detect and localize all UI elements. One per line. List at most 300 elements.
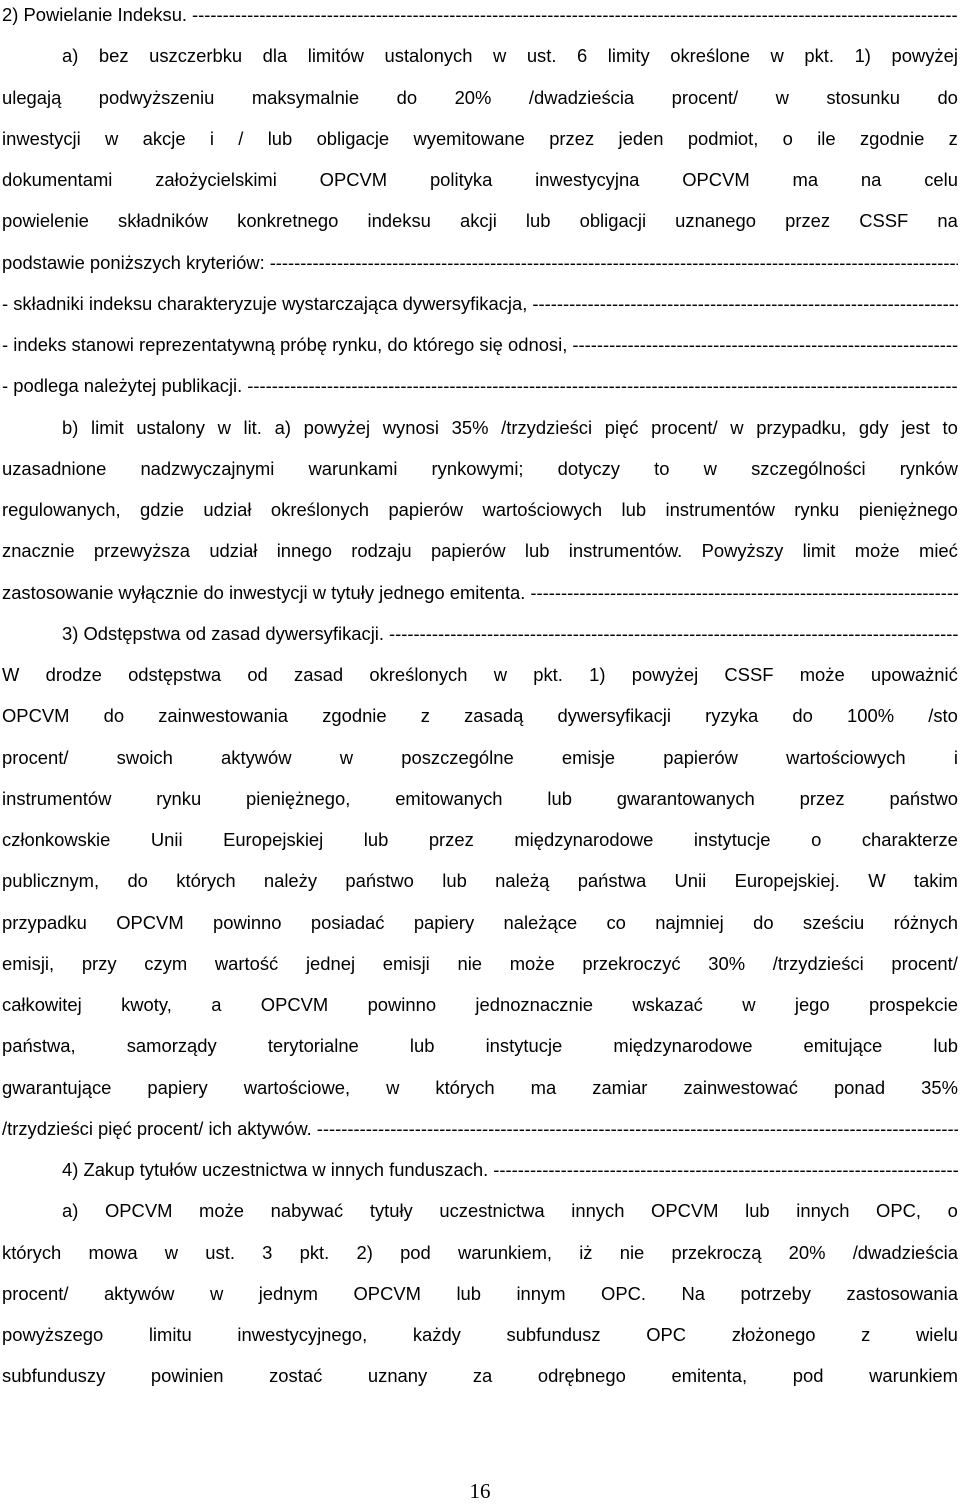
word: lub — [745, 1200, 770, 1222]
word: najmniej — [655, 911, 724, 933]
word: w — [770, 45, 784, 67]
word: odstępstwa — [128, 664, 222, 685]
word: czym — [144, 952, 188, 974]
word: o — [782, 127, 793, 149]
word: wielu — [916, 1324, 958, 1345]
word: znacznie — [2, 540, 75, 562]
word: zasadą — [464, 705, 524, 727]
text-line — [2, 1238, 958, 1268]
word: powinien — [150, 1365, 224, 1387]
line-text: 3) Odstępstwa od zasad dywersyfikacji. — [62, 622, 384, 644]
text-line — [2, 289, 958, 319]
word: 3 — [262, 1241, 273, 1263]
word: procent/ — [891, 952, 958, 974]
word: może — [854, 540, 900, 562]
word: przekroczyć — [582, 952, 681, 974]
word: instytucje — [693, 829, 771, 850]
word: aktywów — [221, 746, 292, 768]
dash-leader — [389, 619, 958, 649]
word: podmiot, — [687, 127, 759, 149]
word: zgodnie — [322, 705, 387, 727]
word: swoich — [116, 746, 173, 768]
word: procent/ — [2, 746, 69, 768]
text-line — [2, 0, 958, 30]
word: OPCVM — [682, 169, 750, 190]
word: ile — [817, 127, 836, 149]
word: gdy — [858, 416, 889, 438]
word: lub — [267, 127, 293, 149]
word: subfunduszy — [2, 1365, 106, 1387]
word: na — [860, 169, 882, 190]
word: określonych — [369, 664, 468, 685]
word: posiadać — [310, 911, 385, 933]
word: W — [2, 664, 20, 685]
word: inwestycji — [2, 127, 81, 149]
word: do — [753, 911, 774, 933]
word: lit. — [243, 416, 262, 438]
word: w — [730, 416, 744, 438]
word: emitowanych — [395, 787, 503, 809]
word: powinno — [213, 911, 282, 933]
word: może — [799, 664, 845, 685]
word: powielenie — [2, 210, 89, 232]
word: OPC — [646, 1324, 687, 1345]
word: ulegają — [2, 86, 62, 108]
word: w — [775, 86, 789, 108]
word: procent/ — [671, 86, 739, 108]
word: zostać — [269, 1365, 323, 1387]
word: OPC, — [876, 1200, 922, 1222]
word: państwo — [345, 870, 414, 892]
word: wartościowe, — [243, 1076, 351, 1098]
word: iż — [579, 1241, 593, 1263]
word: akcje — [142, 127, 186, 149]
word: papiery — [413, 911, 475, 933]
text-line — [2, 1361, 958, 1391]
word: zasad — [294, 664, 344, 685]
word: a) — [62, 1200, 79, 1222]
page-number: 16 — [469, 1479, 491, 1503]
line-text: 4) Zakup tytułów uczestnictwa w innych funduszach. — [62, 1159, 489, 1180]
word: obligacji — [579, 210, 647, 232]
word: CSSF — [724, 664, 774, 685]
word: bez — [98, 45, 129, 67]
word: nadzwyczajnymi — [140, 457, 275, 479]
word: należą — [495, 870, 550, 892]
word: ust. — [205, 1241, 235, 1263]
word: indeksu — [367, 210, 431, 232]
word: przez — [549, 127, 595, 149]
word: takim — [913, 870, 958, 892]
word: Europejskiej — [223, 829, 324, 850]
word: 1) — [589, 664, 606, 685]
word: aktywów — [103, 1282, 175, 1304]
word: rynku — [794, 499, 840, 520]
word: ma — [792, 169, 819, 190]
text-line — [62, 1196, 958, 1226]
word: powyższego — [2, 1324, 104, 1345]
text-line — [2, 949, 958, 979]
word: OPCVM — [260, 994, 329, 1015]
word: należące — [503, 911, 578, 933]
word: pkt. — [804, 45, 835, 67]
word: papierów — [388, 499, 464, 520]
word: 2) — [356, 1241, 373, 1263]
word: za — [472, 1365, 493, 1387]
word: gwarantujące — [2, 1076, 112, 1098]
word: z — [948, 127, 958, 149]
word: nie — [619, 1241, 645, 1263]
line-text: 2) Powielanie Indeksu. — [2, 4, 188, 25]
text-line — [62, 413, 958, 443]
text-line — [2, 660, 958, 690]
word: w — [217, 416, 231, 438]
word: inwestycyjnego, — [237, 1324, 368, 1345]
dash-leader — [572, 330, 958, 360]
line-text: /trzydzieści pięć procent/ ich aktywów. — [2, 1117, 312, 1139]
line-text: - składniki indeksu charakteryzuje wystarczająca dywersyfikacja, — [2, 292, 528, 314]
word: prospekcie — [868, 994, 958, 1015]
word: ustalonych — [384, 45, 473, 67]
word: jego — [794, 994, 830, 1015]
text-line — [2, 1073, 958, 1103]
dash-leader — [247, 371, 958, 401]
word: udział — [203, 499, 252, 520]
line-text: - podlega należytej publikacji. — [2, 375, 243, 397]
text-line — [2, 248, 958, 278]
word: 30% — [708, 952, 746, 974]
word: których — [176, 870, 236, 892]
word: drodze — [45, 664, 102, 685]
word: 100% — [847, 705, 895, 727]
word: jest — [901, 416, 930, 438]
word: różnych — [893, 911, 958, 933]
word: OPCVM — [104, 1200, 173, 1222]
word: gwarantowanych — [616, 787, 755, 809]
word: instrumentów — [2, 787, 112, 809]
word: przez — [428, 829, 474, 850]
word: maksymalnie — [251, 86, 360, 108]
word: składników — [118, 210, 208, 232]
word: z — [861, 1324, 871, 1345]
word: przekroczą — [671, 1241, 762, 1263]
word: warunkami — [308, 457, 398, 479]
word: w — [742, 994, 756, 1015]
word: w — [209, 1282, 224, 1304]
word: 35% — [921, 1076, 958, 1098]
word: instrumentów. — [568, 540, 683, 562]
text-line — [2, 701, 958, 731]
text-line — [2, 536, 958, 566]
word: założycielskimi — [155, 169, 277, 190]
text-line — [2, 206, 958, 236]
word: wskazać — [632, 994, 703, 1015]
text-line — [2, 165, 958, 195]
word: uczestnictwa — [439, 1200, 545, 1222]
word: limit — [91, 416, 124, 438]
word: o — [947, 1200, 958, 1222]
word: procent/ — [651, 416, 718, 438]
word: rynków — [899, 457, 958, 479]
text-line — [62, 1155, 958, 1185]
word: uznany — [367, 1365, 428, 1387]
word: do — [937, 86, 958, 108]
word: Na — [681, 1282, 705, 1304]
word: limitów — [307, 45, 364, 67]
dash-leader — [317, 1114, 958, 1144]
word: pkt. — [533, 664, 563, 685]
word: wartościowych — [482, 499, 603, 520]
word: lub — [442, 870, 467, 892]
dash-leader — [270, 248, 958, 278]
word: ryzyka — [705, 705, 759, 727]
word: /trzydzieści — [772, 952, 864, 974]
word: i — [209, 127, 214, 149]
word: instrumentów — [665, 499, 775, 520]
word: co — [606, 911, 626, 933]
word: uznanego — [675, 210, 756, 232]
word: lub — [525, 210, 551, 232]
word: polityka — [429, 169, 493, 190]
word: podwyższeniu — [98, 86, 215, 108]
word: emitujące — [803, 1035, 883, 1057]
text-line — [2, 990, 958, 1020]
text-line — [2, 578, 958, 608]
word: /sto — [928, 705, 958, 727]
word: pkt. — [299, 1241, 330, 1263]
word: papiery — [147, 1076, 208, 1098]
word: to — [942, 416, 958, 438]
word: warunkiem — [869, 1365, 958, 1387]
word: pięć — [604, 416, 639, 438]
word: lub — [363, 829, 389, 850]
word: i — [953, 746, 958, 768]
word: lub — [456, 1282, 481, 1304]
word: w — [105, 127, 119, 149]
word: nabywać — [270, 1200, 344, 1222]
word: 35% — [451, 416, 489, 438]
text-line — [2, 1114, 958, 1144]
word: upoważnić — [870, 664, 958, 685]
word: ponad — [833, 1076, 886, 1098]
word: wyemitowane — [413, 127, 525, 149]
dash-leader — [530, 578, 958, 608]
word: procent/ — [2, 1282, 69, 1304]
word: każdy — [412, 1324, 461, 1345]
word: emisji, — [2, 952, 55, 974]
word: powyżej — [303, 416, 371, 438]
word: rodzaju — [351, 540, 412, 562]
word: ust. — [526, 45, 557, 67]
word: międzynarodowe — [613, 1035, 753, 1057]
word: rynku — [156, 787, 202, 809]
word: akcji — [460, 210, 497, 232]
word: do — [792, 705, 813, 727]
word: papierów — [663, 746, 738, 768]
word: dywersyfikacji — [557, 705, 671, 727]
word: wartościowych — [786, 746, 906, 768]
word: 20% — [454, 86, 492, 108]
word: na — [937, 210, 958, 232]
word: lub — [547, 787, 572, 809]
word: /dwadzieścia — [528, 86, 635, 108]
word: publicznym, — [2, 870, 100, 892]
word: / — [238, 127, 244, 149]
word: uzasadnione — [2, 457, 107, 479]
text-line — [2, 330, 958, 360]
word: w — [493, 664, 507, 685]
word: przy — [81, 952, 117, 974]
word: subfundusz — [506, 1324, 601, 1345]
word: innych — [796, 1200, 850, 1222]
text-line — [2, 908, 958, 938]
word: zgodnie — [859, 127, 925, 149]
word: przypadku, — [756, 416, 847, 438]
word: zastosowania — [846, 1282, 958, 1304]
word: 20% — [788, 1241, 826, 1263]
word: obligacje — [316, 127, 390, 149]
word: dokumentami — [2, 169, 113, 190]
word: Europejskiej. — [734, 870, 840, 892]
word: dla — [262, 45, 288, 67]
word: OPCVM — [353, 1282, 421, 1304]
word: powyżej — [891, 45, 958, 67]
word: pod — [400, 1241, 431, 1263]
word: ma — [530, 1076, 557, 1098]
word: innych — [571, 1200, 625, 1222]
word: 6 — [577, 45, 588, 67]
word: emisji — [382, 952, 430, 974]
word: dotyczy — [557, 457, 621, 479]
word: pieniężnego — [858, 499, 958, 520]
word: w — [386, 1076, 400, 1098]
word: inwestycyjna — [535, 169, 640, 190]
text-line — [2, 124, 958, 154]
text-line — [2, 1279, 958, 1309]
word: o — [811, 829, 822, 850]
word: powinno — [367, 994, 437, 1015]
word: do — [127, 870, 148, 892]
word: kwoty, — [121, 994, 172, 1015]
word: jednej — [305, 952, 356, 974]
word: OPCVM — [651, 1200, 719, 1222]
word: pieniężnego, — [246, 787, 351, 809]
word: limity — [607, 45, 650, 67]
word: OPCVM — [319, 169, 388, 190]
word: terytorialne — [267, 1035, 359, 1057]
text-line — [2, 825, 958, 855]
word: gdzie — [140, 499, 184, 520]
text-line — [2, 495, 958, 525]
text-line — [2, 866, 958, 896]
word: członkowskie — [2, 829, 111, 850]
word: charakterze — [861, 829, 958, 850]
word: zainwestować — [683, 1076, 798, 1098]
word: państwo — [889, 787, 958, 809]
word: a — [211, 994, 222, 1015]
word: zainwestowania — [158, 705, 289, 727]
word: innego — [276, 540, 332, 562]
word: których — [2, 1241, 62, 1263]
word: zamiar — [592, 1076, 648, 1098]
dash-leader — [532, 289, 958, 319]
word: a) — [274, 416, 291, 438]
line-text: - indeks stanowi reprezentatywną próbę rynku, do którego się odnosi, — [2, 334, 568, 355]
word: OPCVM — [116, 911, 184, 933]
word: stosunku — [826, 86, 900, 108]
word: Unii — [150, 829, 183, 850]
word: może — [509, 952, 555, 974]
word: określonych — [270, 499, 370, 520]
word: w — [703, 457, 717, 479]
text-line — [62, 619, 958, 649]
word: Unii — [674, 870, 707, 892]
word: złożonego — [731, 1324, 816, 1345]
word: emisje — [561, 746, 616, 768]
text-line — [2, 1031, 958, 1061]
word: całkowitej — [2, 994, 82, 1015]
word: Powyższy — [701, 540, 784, 562]
word: w — [339, 746, 354, 768]
word: przez — [799, 787, 845, 809]
word: przypadku — [2, 911, 87, 933]
word: z — [420, 705, 430, 727]
word: sześciu — [802, 911, 865, 933]
word: poszczególne — [401, 746, 514, 768]
word: w — [492, 45, 507, 67]
word: potrzeby — [740, 1282, 812, 1304]
word: nie — [457, 952, 483, 974]
word: jeden — [618, 127, 664, 149]
word: mieć — [919, 540, 958, 562]
text-line — [2, 371, 958, 401]
word: b) — [62, 416, 79, 438]
text-line — [2, 1320, 958, 1350]
word: /trzydzieści — [501, 416, 593, 438]
word: samorządy — [126, 1035, 217, 1057]
word: W — [868, 870, 886, 892]
word: to — [654, 457, 670, 479]
word: pod — [792, 1365, 824, 1387]
word: przez — [785, 210, 831, 232]
text-line — [2, 743, 958, 773]
word: warunkiem, — [457, 1241, 552, 1263]
text-line — [2, 454, 958, 484]
word: rynkowymi; — [431, 457, 524, 479]
word: /dwadzieścia — [852, 1241, 958, 1263]
word: konkretnego — [237, 210, 339, 232]
word: jednym — [258, 1282, 319, 1304]
word: do — [103, 705, 125, 727]
word: celu — [924, 169, 958, 190]
word: może — [199, 1200, 245, 1222]
line-text: zastosowanie wyłącznie do inwestycji w tytuły jednego emitenta. — [2, 581, 526, 603]
word: uszczerbku — [149, 45, 243, 67]
word: wynosi — [382, 416, 439, 438]
word: wartość — [214, 952, 279, 974]
word: emitenta, — [671, 1365, 748, 1387]
word: 1) — [854, 45, 871, 67]
word: państwa, — [2, 1035, 76, 1057]
word: do — [396, 86, 418, 108]
word: papierów — [430, 540, 506, 562]
word: innym — [516, 1282, 566, 1304]
word: określone — [670, 45, 750, 67]
word: mowa — [88, 1241, 138, 1263]
word: od — [247, 664, 268, 685]
word: których — [435, 1076, 495, 1098]
word: międzynarodowe — [514, 829, 654, 850]
